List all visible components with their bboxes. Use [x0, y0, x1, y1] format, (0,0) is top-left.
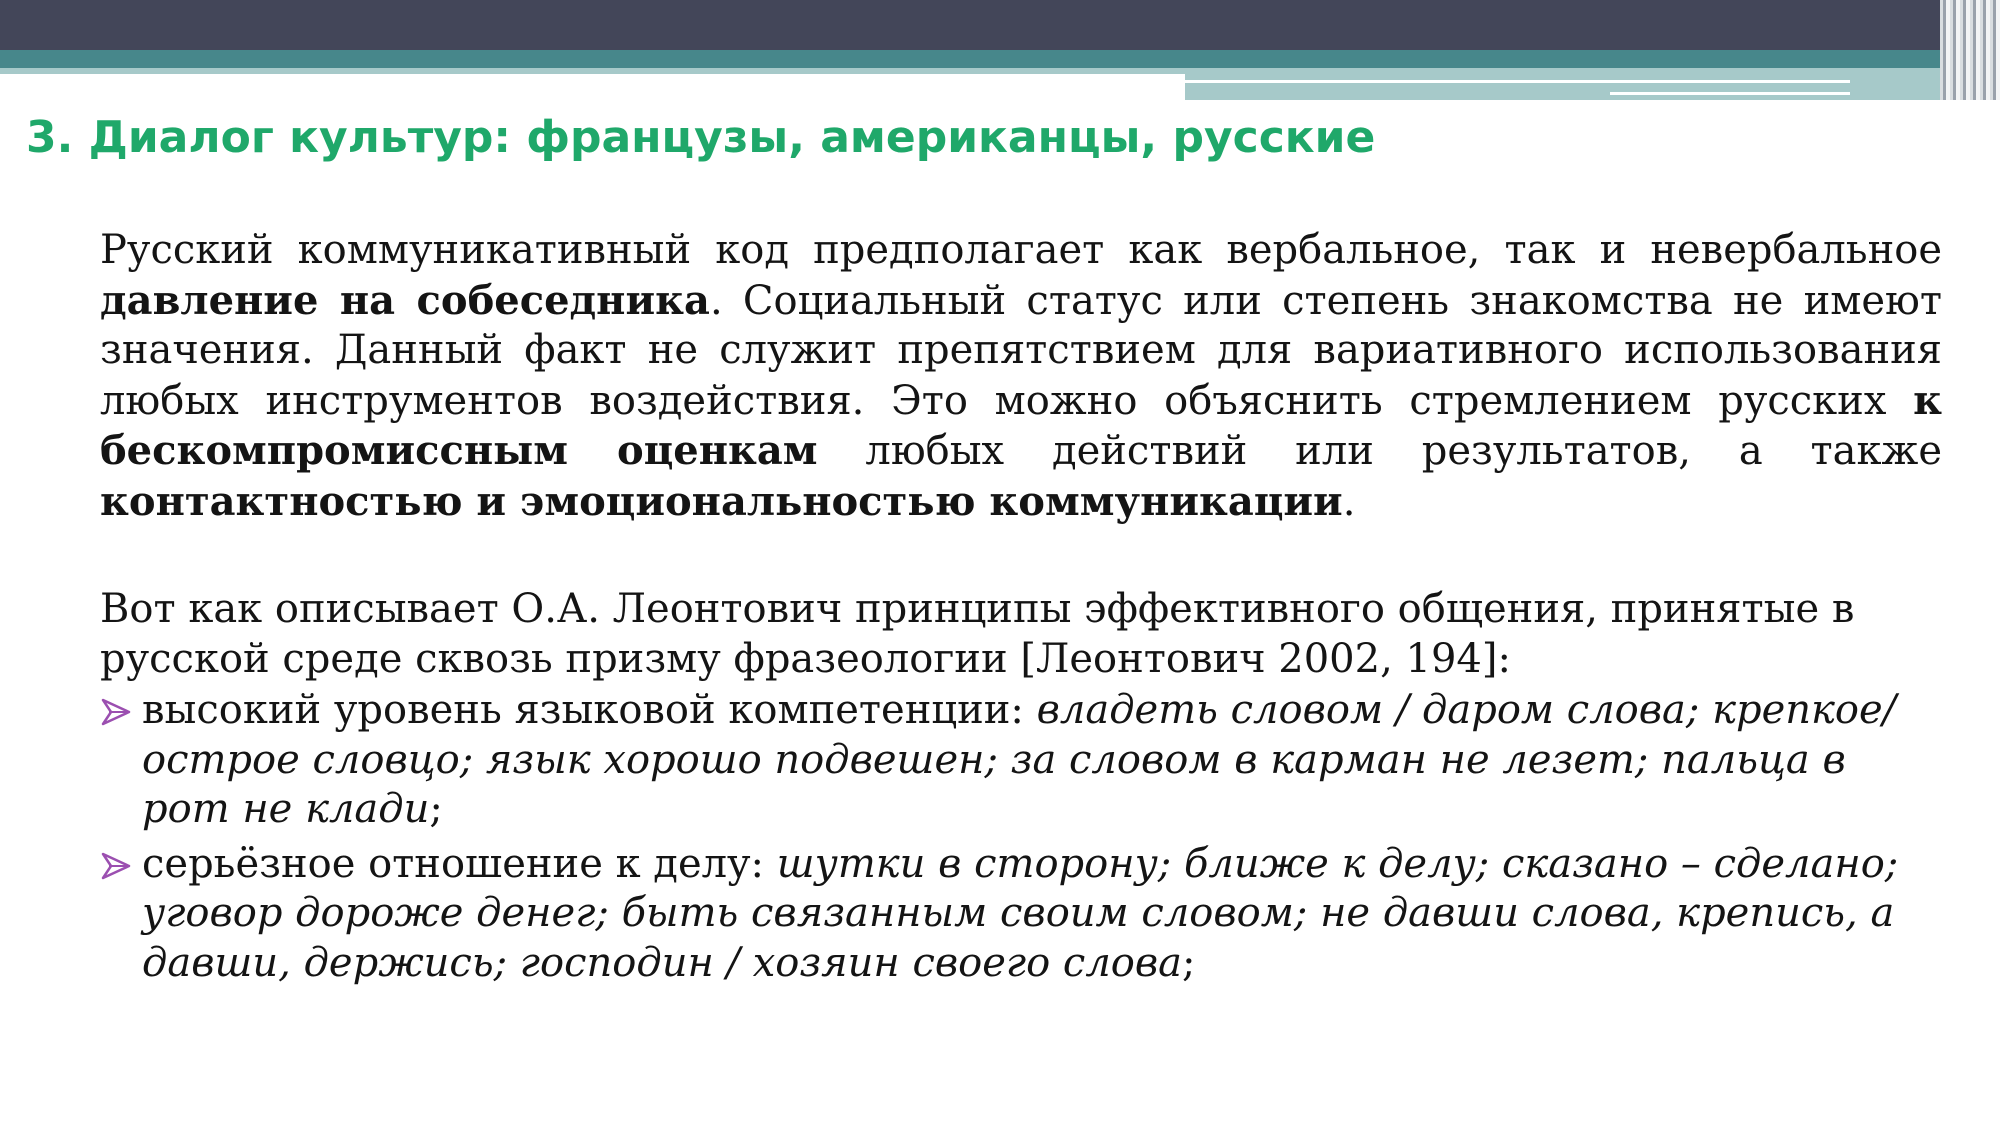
list-item-examples: владеть словом / даром слова; крепкое/ острое словцо; язык хорошо подвешен; за словом в карман не лезет; пальца в рот не клади — [142, 687, 1897, 832]
list-item-lead: высокий уровень языковой компетенции: — [142, 687, 1037, 733]
list-item-examples: шутки в сторону; ближе к делу; сказано – сделано; уговор дороже денег; быть связанным своим словом; не давши слова, крепись, а давши, держись; господин / хозяин своего слова — [142, 840, 1899, 986]
slide-title: 3. Диалог культур: французы, американцы, русские — [26, 112, 1376, 163]
para1-bold-contact: контактностью и эмоциональностью коммуникации — [100, 477, 1343, 525]
arrow-bullet-icon — [100, 852, 132, 880]
para1-text-2: . Социальный статус или степень знакомства не имеют значения. Данный факт не служит препятствием для вариативного использования любых инструментов воздействия. Это можно объяснить стремлением русских — [100, 277, 1943, 424]
list-item — [100, 840, 1942, 989]
para1-text-4: . — [1342, 478, 1356, 525]
header-band-teal — [0, 50, 2000, 68]
header-band-light-left — [0, 68, 1185, 74]
list-item-end: ; — [1182, 939, 1196, 986]
header-accent-line-short — [1610, 92, 1850, 95]
list-item — [100, 686, 1942, 835]
para1-text-1: Русский коммуникативный код предполагает как вербальное, так и невербальное — [100, 227, 1942, 273]
para1-bold-pressure: давление на собеседника — [100, 276, 710, 324]
paragraph-leontovich-intro: Вот как описывает О.А. Леонтович принципы эффективного общения, принятые в русской среде сквозь призму фразеологии [Леонтович 2002, 194]: — [100, 586, 1855, 682]
para1-bold-uncompromising: к бескомпромиссным оценкам — [100, 376, 1942, 474]
list-item-lead: серьёзное отношение к делу: — [142, 840, 777, 887]
paragraph-russian-code — [100, 226, 1942, 527]
header-accent-line — [1185, 80, 1850, 83]
arrow-bullet-icon — [100, 698, 132, 726]
para1-text-3: любых действий или результатов, а также — [817, 428, 1942, 474]
header-band-light-right — [1185, 68, 2000, 100]
header-band-dark — [0, 0, 2000, 50]
principles-list — [100, 686, 1942, 993]
corner-stripes-decoration — [1940, 0, 2000, 100]
list-item-end: ; — [429, 786, 443, 832]
